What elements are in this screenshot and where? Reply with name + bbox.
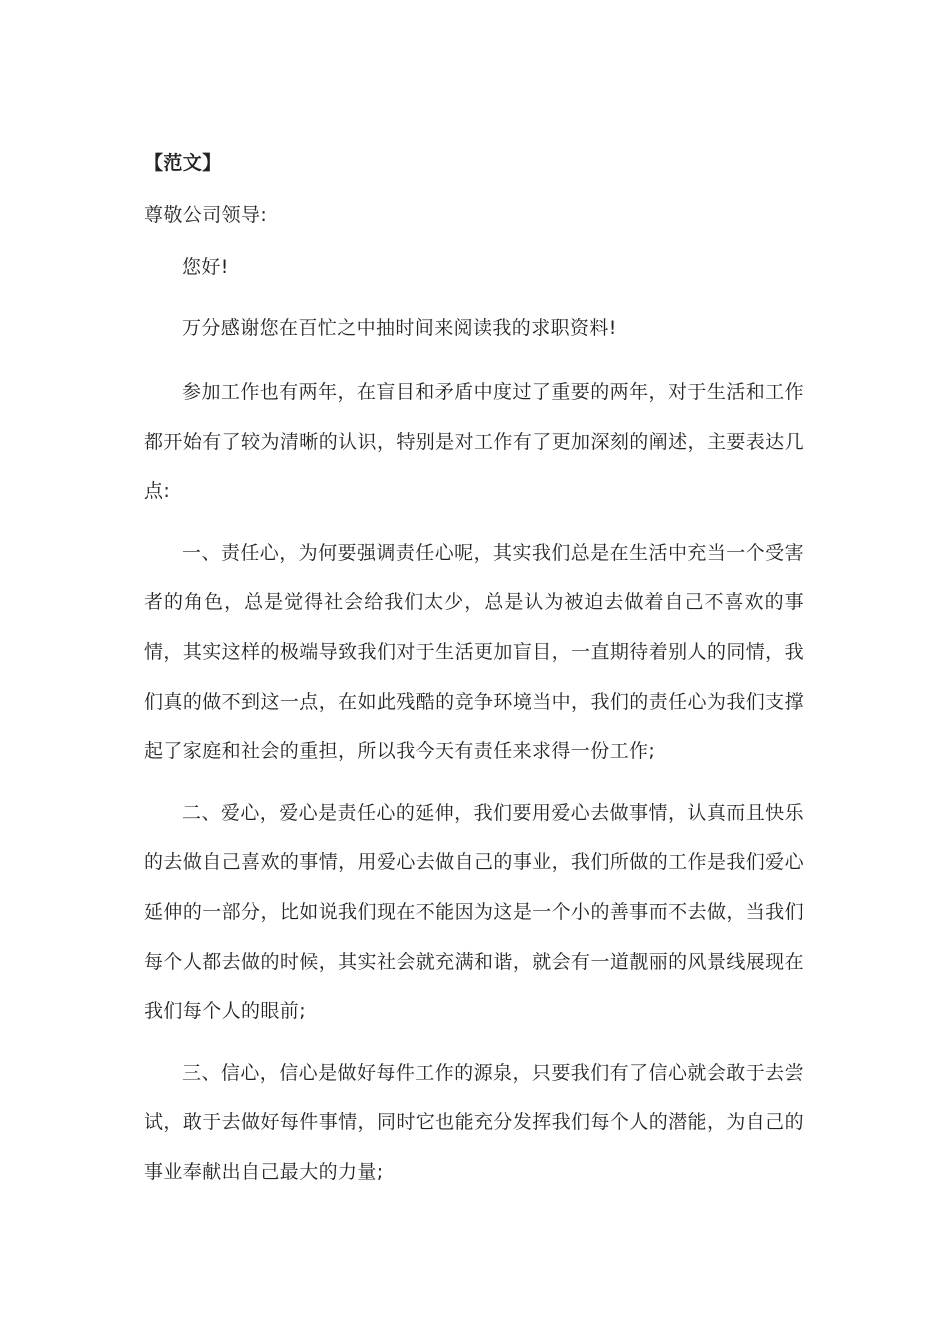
greeting: 您好! <box>182 256 229 278</box>
paragraph-confidence: 三、信心，信心是做好每件工作的源泉，只要我们有了信心就会敢于去尝试，敢于去做好每件事情，同时它也能充分发挥我们每个人的潜能，为自己的事业奉献出自己最大的力量; <box>144 1061 804 1183</box>
letter-body <box>144 143 804 1210</box>
paragraph-love: 二、爱心，爱心是责任心的延伸，我们要用爱心去做事情，认真而且快乐的去做自己喜欢的事情，用爱心去做自己的事业，我们所做的工作是我们爱心延伸的一部分，比如说我们现在不能因为这是一个小的善事而不去做，当我们每个人都去做的时候，其实社会就充满和谐，就会有一道靓丽的风景线展现在我们每个人的眼前; <box>144 801 804 1023</box>
salutation: 尊敬公司领导: <box>144 204 268 226</box>
paragraph-intro: 参加工作也有两年，在盲目和矛盾中度过了重要的两年，对于生活和工作都开始有了较为清晰的认识，特别是对工作有了更加深刻的阐述，主要表达几点: <box>144 381 804 503</box>
paragraph-responsibility: 一、责任心，为何要强调责任心呢，其实我们总是在生活中充当一个受害者的角色，总是觉得社会给我们太少，总是认为被迫去做着自己不喜欢的事情，其实这样的极端导致我们对于生活更加盲目，一直期待着别人的同情，我们真的做不到这一点，在如此残酷的竞争环境当中，我们的责任心为我们支撑起了家庭和社会的重担，所以我今天有责任来求得一份工作; <box>144 541 804 763</box>
document-title: 【范文】 <box>144 152 222 174</box>
thanks-line: 万分感谢您在百忙之中抽时间来阅读我的求职资料! <box>182 317 617 339</box>
